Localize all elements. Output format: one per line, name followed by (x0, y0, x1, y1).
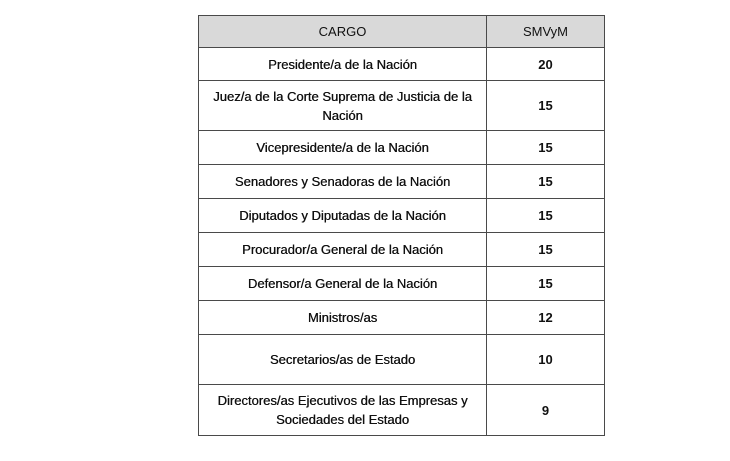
smvym-cell: 15 (487, 131, 605, 165)
cargo-cell: Vicepresidente/a de la Nación (199, 131, 487, 165)
cargo-cell: Juez/a de la Corte Suprema de Justicia de la Nación (199, 81, 487, 131)
table-row (199, 199, 605, 233)
cargo-cell: Defensor/a General de la Nación (199, 267, 487, 301)
header-cargo: CARGO (199, 16, 487, 48)
smvym-cell: 20 (487, 48, 605, 81)
table-header-row (199, 16, 605, 48)
smvym-cell: 15 (487, 165, 605, 199)
cargo-cell: Directores/as Ejecutivos de las Empresas y Sociedades del Estado (199, 385, 487, 436)
cargo-cell: Presidente/a de la Nación (199, 48, 487, 81)
cargo-cell: Diputados y Diputadas de la Nación (199, 199, 487, 233)
smvym-cell: 12 (487, 301, 605, 335)
smvym-cell: 10 (487, 335, 605, 385)
table-row (199, 267, 605, 301)
cargo-cell: Secretarios/as de Estado (199, 335, 487, 385)
table-row (199, 385, 605, 436)
cargo-cell: Ministros/as (199, 301, 487, 335)
salary-table-container (198, 15, 605, 436)
table-row (199, 301, 605, 335)
smvym-cell: 15 (487, 233, 605, 267)
table-row (199, 335, 605, 385)
table-row (199, 233, 605, 267)
smvym-cell: 15 (487, 267, 605, 301)
table-row (199, 48, 605, 81)
cargo-cell: Procurador/a General de la Nación (199, 233, 487, 267)
smvym-cell: 15 (487, 199, 605, 233)
smvym-cell: 9 (487, 385, 605, 436)
header-smvym: SMVyM (487, 16, 605, 48)
smvym-cell: 15 (487, 81, 605, 131)
table-row (199, 165, 605, 199)
table-row (199, 81, 605, 131)
salary-table (198, 15, 605, 436)
table-row (199, 131, 605, 165)
cargo-cell: Senadores y Senadoras de la Nación (199, 165, 487, 199)
